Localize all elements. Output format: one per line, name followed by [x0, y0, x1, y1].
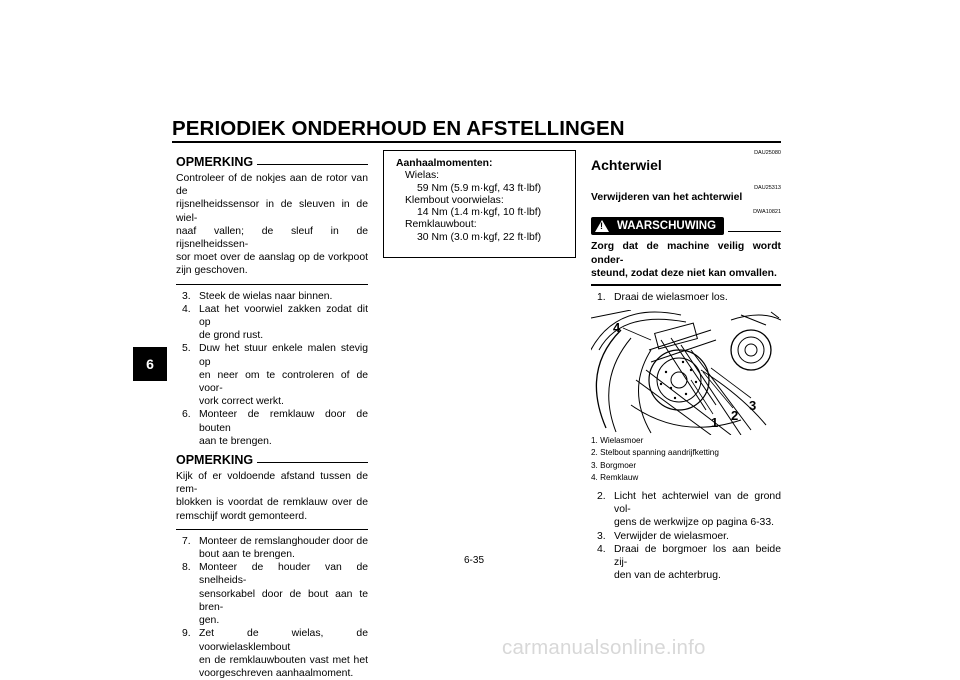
note-line: sor moet over de aanslag op de vorkpoot — [176, 252, 368, 264]
warning-icon: ! — [595, 220, 609, 232]
step-item: 9. Zet de wielas, de voorwielasklembout en de remklauwbouten vast met het voorgeschreven aanhaalmoment. — [182, 628, 368, 679]
torque-value: 30 Nm (3.0 m·kgf, 22 ft·lbf) — [417, 231, 542, 243]
reference-code: DAU25080 — [754, 150, 781, 156]
warning-badge — [591, 217, 724, 235]
torque-value: 14 Nm (1.4 m·kgf, 10 ft·lbf) — [417, 207, 542, 219]
note-text — [176, 172, 368, 278]
torque-label: Klembout voorwielas: — [405, 194, 504, 206]
rear-wheel-illustration — [591, 310, 781, 435]
step-item: 4. Draai de borgmoer los aan beide zij- den van de achterbrug. — [597, 543, 781, 582]
step-item: 3. Steek de wielas naar binnen. — [182, 290, 333, 302]
note-line: Kijk of er voldoende afstand tussen de rem- — [176, 471, 368, 496]
reference-code: DWA10821 — [753, 209, 781, 216]
note-heading-label: OPMERKING — [176, 155, 254, 170]
step-item: 8. Monteer de houder van de snelheids- sensorkabel door de bout aan te bren- gen. — [182, 562, 368, 627]
caption: 3. Borgmoer — [591, 460, 637, 470]
warning-label: WAARSCHUWING — [617, 219, 717, 232]
note-line: zijn geschoven. — [176, 265, 248, 277]
step-item: 1. Draai de wielasmoer los. — [597, 292, 728, 304]
torque-heading: Aanhaalmomenten: — [396, 158, 493, 169]
callout-1: 1 — [711, 415, 719, 431]
note-end-rule — [176, 284, 368, 285]
figure-captions — [591, 435, 781, 484]
rear-wheel-figure — [591, 310, 781, 435]
note-heading-label: OPMERKING — [176, 453, 254, 468]
note-line: naaf vallen; de sleuf in de rijsnelheidssen- — [176, 225, 368, 251]
subsection-title: Verwijderen van het achterwiel — [591, 192, 743, 204]
torque-label: Wielas: — [405, 170, 440, 182]
step-list — [591, 291, 781, 304]
watermark: carmanualsonline.info — [502, 636, 706, 659]
warning-banner — [591, 217, 781, 235]
note-line: Controleer of de nokjes aan de rotor van de — [176, 173, 368, 198]
caption: 1. Wielasmoer — [591, 436, 644, 446]
page-title: PERIODIEK ONDERHOUD EN AFSTELLINGEN — [172, 117, 625, 140]
step-list — [176, 290, 368, 448]
caption: 2. Stelbout spanning aandrijfketting — [591, 448, 719, 458]
note-line: blokken is voordat de remklauw over de — [176, 497, 368, 509]
note-heading — [176, 454, 368, 468]
note-heading — [176, 156, 368, 170]
callout-3: 3 — [749, 398, 757, 414]
right-column — [591, 150, 781, 582]
step-item: 2. Licht het achterwiel van de grond vol- gens de werkwijze op pagina 6-33. — [597, 491, 781, 529]
step-item: 7. Monteer de remslanghouder door de bout aan te brengen. — [182, 535, 368, 561]
section-title: Achterwiel — [591, 157, 662, 173]
step-list — [176, 535, 368, 680]
warning-text: Zorg dat de machine veilig wordt onder- steund, zodat deze niet kan omvallen. — [591, 241, 781, 279]
step-item: 6. Monteer de remklauw door de bouten aan te brengen. — [182, 409, 368, 447]
caption: 4. Remklauw — [591, 472, 639, 482]
reference-code: DAU25313 — [754, 185, 781, 192]
torque-spec-box — [383, 150, 576, 258]
step-list — [591, 490, 781, 582]
step-item: 5. Duw het stuur enkele malen stevig op en neer om te controleren of de voor- vork correct werkt. — [182, 343, 368, 408]
torque-label: Remklauwbout: — [405, 219, 477, 231]
torque-value: 59 Nm (5.9 m·kgf, 43 ft·lbf) — [417, 182, 542, 194]
callout-2: 2 — [731, 408, 739, 424]
callout-4: 4 — [613, 320, 621, 336]
chapter-tab: 6 — [133, 347, 167, 381]
note-end-rule — [176, 529, 368, 530]
left-column — [176, 156, 368, 680]
step-item: 3. Verwijder de wielasmoer. — [597, 530, 729, 542]
page-number: 6-35 — [464, 555, 485, 566]
note-text — [176, 470, 368, 523]
step-item: 4. Laat het voorwiel zakken zodat dit op de grond rust. — [182, 303, 368, 342]
warning-end-rule — [591, 284, 781, 286]
title-rule — [172, 141, 781, 143]
note-line: remschijf wordt gemonteerd. — [176, 510, 308, 522]
note-line: rijsnelheidssensor in de sleuven in de wiel- — [176, 199, 368, 224]
